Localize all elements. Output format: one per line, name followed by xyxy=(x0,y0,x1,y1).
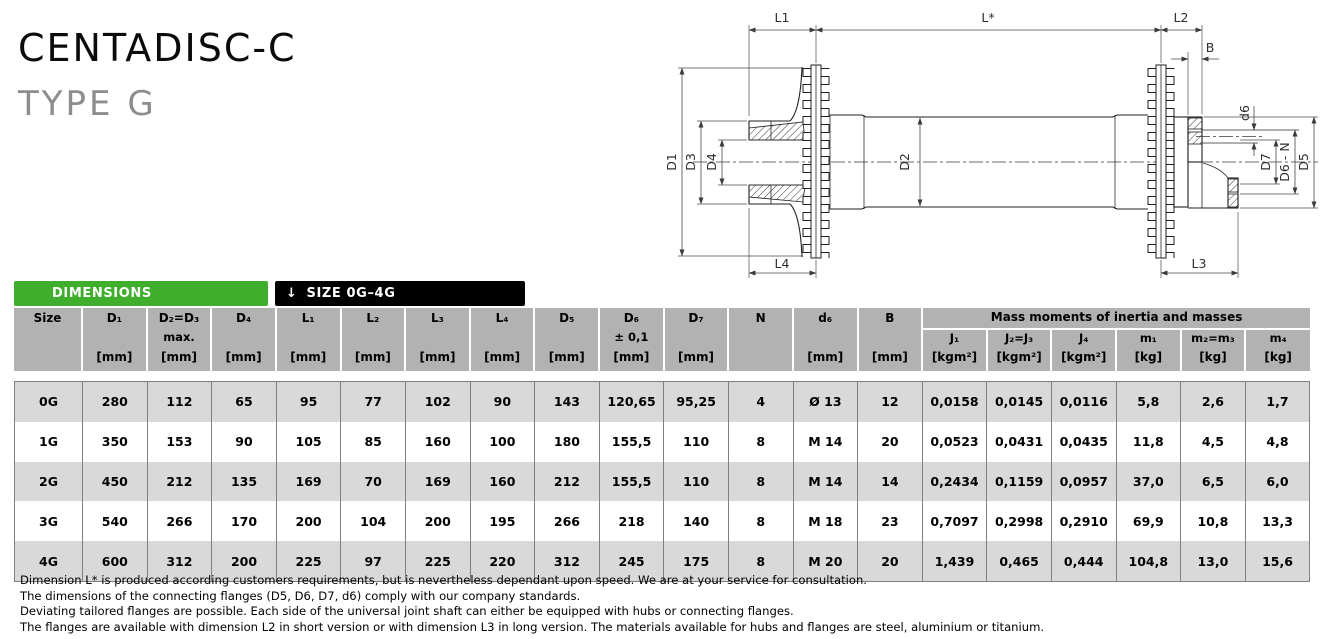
col-header-d6: D₆ xyxy=(599,308,664,329)
table-cell: 0,0523 xyxy=(922,422,987,462)
unit-cell: [mm] xyxy=(793,348,858,371)
col-header-d7: D₇ xyxy=(664,308,729,348)
table-cell: 169 xyxy=(405,462,470,502)
table-cell: 160 xyxy=(405,422,470,462)
table-cell: 12 xyxy=(858,382,923,422)
table-cell: 13,3 xyxy=(1245,501,1310,541)
table-cell: 200 xyxy=(212,541,277,581)
table-cell: 10,8 xyxy=(1181,501,1246,541)
table-cell: 0,0431 xyxy=(987,422,1052,462)
table-cell: 170 xyxy=(212,501,277,541)
unit-cell: [kgm²] xyxy=(922,348,987,371)
table-row-2g xyxy=(15,462,1310,502)
unit-cell: [mm] xyxy=(276,348,341,371)
table-cell: 77 xyxy=(341,382,406,422)
col-header-d5: D₅ xyxy=(534,308,599,348)
table-cell: 266 xyxy=(535,501,600,541)
dimensions-badge xyxy=(14,281,268,306)
dim-label-d1: D1 xyxy=(664,153,679,171)
table-cell: 112 xyxy=(147,382,212,422)
unit-cell: [mm] xyxy=(147,348,212,371)
table-cell: 0,7097 xyxy=(922,501,987,541)
col-header-b: B xyxy=(858,308,923,348)
col-header-l1: L₁ xyxy=(276,308,341,348)
table-cell: 266 xyxy=(147,501,212,541)
col-header-l4: L₄ xyxy=(470,308,535,348)
table-cell: 200 xyxy=(405,501,470,541)
unit-cell: [kg] xyxy=(1116,348,1181,371)
table-cell: 1,439 xyxy=(922,541,987,581)
col-header-j1: J₁ xyxy=(922,329,987,348)
group-header-inertia: Mass moments of inertia and masses xyxy=(922,308,1310,329)
row-size: 3G xyxy=(15,501,83,541)
table-cell: 195 xyxy=(470,501,535,541)
page-title: CENTADISC-C xyxy=(18,26,297,70)
size-range-label: SIZE 0G–4G xyxy=(306,286,396,301)
dim-label-d6n: D6 - N xyxy=(1277,142,1292,182)
table-cell: 65 xyxy=(212,382,277,422)
left-disc-pack xyxy=(807,65,825,258)
table-cell: 143 xyxy=(535,382,600,422)
dim-label-d5: D5 xyxy=(1296,153,1311,171)
table-cell: 169 xyxy=(276,462,341,502)
col-header-size: Size xyxy=(14,308,82,371)
table-cell: 20 xyxy=(858,422,923,462)
footnotes xyxy=(20,573,1044,636)
table-cell: 37,0 xyxy=(1116,462,1181,502)
dimensions-table-body xyxy=(14,381,1310,582)
dim-label-lstar: L* xyxy=(981,10,995,25)
table-cell: 15,6 xyxy=(1245,541,1310,581)
col-header-l2: L₂ xyxy=(341,308,406,348)
table-cell: M 14 xyxy=(793,422,858,462)
table-cell: 110 xyxy=(664,422,729,462)
table-cell: 13,0 xyxy=(1181,541,1246,581)
table-cell: 220 xyxy=(470,541,535,581)
table-cell: 0,0435 xyxy=(1051,422,1116,462)
table-cell: 225 xyxy=(276,541,341,581)
col-header-d4: D₄ xyxy=(211,308,276,348)
table-cell: 153 xyxy=(147,422,212,462)
unit-cell: [mm] xyxy=(470,348,535,371)
dimensions-table-header xyxy=(14,308,1310,371)
table-cell: 104 xyxy=(341,501,406,541)
unit-cell: [mm] xyxy=(664,348,729,371)
table-cell: 245 xyxy=(599,541,664,581)
table-cell: 4 xyxy=(728,382,793,422)
row-size: 2G xyxy=(15,462,83,502)
dim-label-l2: L2 xyxy=(1173,10,1189,25)
table-row-3g xyxy=(15,501,1310,541)
dim-label-d4: D4 xyxy=(704,153,719,171)
table-cell: 120,65 xyxy=(599,382,664,422)
table-cell: 90 xyxy=(212,422,277,462)
table-cell: 0,2434 xyxy=(922,462,987,502)
table-cell: 1,7 xyxy=(1245,382,1310,422)
col-header-m2m3: m₂=m₃ xyxy=(1181,329,1246,348)
table-cell: 280 xyxy=(83,382,148,422)
table-cell: 11,8 xyxy=(1116,422,1181,462)
table-cell: 90 xyxy=(470,382,535,422)
unit-cell: [mm] xyxy=(599,348,664,371)
right-disc-pack xyxy=(1152,65,1170,258)
table-row-1g xyxy=(15,422,1310,462)
col-header-j2j3: J₂=J₃ xyxy=(987,329,1052,348)
size-range-badge xyxy=(275,281,525,306)
footnote-line: Deviating tailored flanges are possible. Each side of the universal joint shaft can either be equipped with hubs or connecting flanges. xyxy=(20,604,794,619)
table-cell: M 14 xyxy=(793,462,858,502)
col-header-m1: m₁ xyxy=(1116,329,1181,348)
technical-drawing xyxy=(660,0,1323,285)
table-cell: 69,9 xyxy=(1116,501,1181,541)
table-cell: 6,0 xyxy=(1245,462,1310,502)
table-cell: 6,5 xyxy=(1181,462,1246,502)
unit-cell: [mm] xyxy=(858,348,923,371)
footnote-line: The dimensions of the connecting flanges (D5, D6, D7, d6) comply with our company standards. xyxy=(20,588,581,603)
dimension-lines-right xyxy=(1204,117,1318,208)
table-row-0g xyxy=(15,382,1310,422)
table-cell: 14 xyxy=(858,462,923,502)
dim-label-l3: L3 xyxy=(1191,256,1207,271)
col-header-n: N xyxy=(728,308,793,371)
unit-cell: [mm] xyxy=(211,348,276,371)
table-cell: 5,8 xyxy=(1116,382,1181,422)
row-size: 0G xyxy=(15,382,83,422)
table-cell: 100 xyxy=(470,422,535,462)
table-cell: 105 xyxy=(276,422,341,462)
dim-label-d2: D2 xyxy=(897,153,912,171)
table-cell: 95,25 xyxy=(664,382,729,422)
table-cell: 225 xyxy=(405,541,470,581)
table-cell: 160 xyxy=(470,462,535,502)
table-cell: 212 xyxy=(535,462,600,502)
table-cell: 8 xyxy=(728,422,793,462)
table-cell: 70 xyxy=(341,462,406,502)
table-cell: 85 xyxy=(341,422,406,462)
table-cell: 0,0957 xyxy=(1051,462,1116,502)
table-cell: 155,5 xyxy=(599,422,664,462)
table-cell: 110 xyxy=(664,462,729,502)
unit-cell: [mm] xyxy=(82,348,147,371)
table-cell: 4,8 xyxy=(1245,422,1310,462)
unit-cell: [kg] xyxy=(1181,348,1246,371)
unit-cell: [mm] xyxy=(405,348,470,371)
unit-cell: [kgm²] xyxy=(1051,348,1116,371)
unit-cell: [kg] xyxy=(1245,348,1310,371)
dim-label-b: B xyxy=(1205,40,1215,55)
dim-label-d7: D7 xyxy=(1258,153,1273,171)
table-cell: 450 xyxy=(83,462,148,502)
col-header-j4: J₄ xyxy=(1051,329,1116,348)
table-cell: 218 xyxy=(599,501,664,541)
table-cell: 20 xyxy=(858,541,923,581)
table-cell: 0,465 xyxy=(987,541,1052,581)
table-cell: 600 xyxy=(83,541,148,581)
table-cell: 23 xyxy=(858,501,923,541)
page-subtitle: TYPE G xyxy=(18,84,157,124)
unit-cell: [kgm²] xyxy=(987,348,1052,371)
table-cell: 212 xyxy=(147,462,212,502)
col-subheader-d6-tol: ± 0,1 xyxy=(599,329,664,348)
unit-cell: [mm] xyxy=(341,348,406,371)
table-cell: 0,444 xyxy=(1051,541,1116,581)
table-cell: 2,6 xyxy=(1181,382,1246,422)
table-cell: Ø 13 xyxy=(793,382,858,422)
table-cell: 350 xyxy=(83,422,148,462)
table-cell: 0,2910 xyxy=(1051,501,1116,541)
unit-cell: [mm] xyxy=(534,348,599,371)
table-cell: 155,5 xyxy=(599,462,664,502)
row-size: 4G xyxy=(15,541,83,581)
table-cell: M 20 xyxy=(793,541,858,581)
row-size: 1G xyxy=(15,422,83,462)
table-cell: 0,0145 xyxy=(987,382,1052,422)
dim-label-l1: L1 xyxy=(774,10,790,25)
table-cell: 540 xyxy=(83,501,148,541)
dim-label-l4: L4 xyxy=(774,256,790,271)
table-cell: 104,8 xyxy=(1116,541,1181,581)
col-header-m4: m₄ xyxy=(1245,329,1310,348)
dim-label-d3: D3 xyxy=(683,153,698,171)
dim-label-d6-hole: d6 xyxy=(1237,105,1252,121)
footnote-line: Dimension L* is produced according customers requirements, but is nevertheless dependant upon speed. We are at your service for consultation. xyxy=(20,573,867,587)
col-header-d6-screw: d₆ xyxy=(793,308,858,348)
dimensions-badge-label: DIMENSIONS xyxy=(52,286,152,301)
table-cell: 135 xyxy=(212,462,277,502)
table-cell: 200 xyxy=(276,501,341,541)
table-cell: 4,5 xyxy=(1181,422,1246,462)
col-header-d1: D₁ xyxy=(82,308,147,348)
table-cell: 180 xyxy=(535,422,600,462)
table-cell: 102 xyxy=(405,382,470,422)
table-cell: 312 xyxy=(535,541,600,581)
table-cell: 175 xyxy=(664,541,729,581)
table-cell: 0,0158 xyxy=(922,382,987,422)
table-cell: 312 xyxy=(147,541,212,581)
col-subheader-d2d3-max: max. xyxy=(147,329,212,348)
table-cell: 0,2998 xyxy=(987,501,1052,541)
table-cell: 0,0116 xyxy=(1051,382,1116,422)
table-cell: 140 xyxy=(664,501,729,541)
table-cell: 0,1159 xyxy=(987,462,1052,502)
table-cell: M 18 xyxy=(793,501,858,541)
table-cell: 95 xyxy=(276,382,341,422)
down-arrow-icon: ↓ xyxy=(286,286,298,301)
footnote-line: The flanges are available with dimension L2 in short version or with dimension L3 in long version. The materials available for hubs and flanges are steel, aluminium or titanium. xyxy=(20,620,1045,635)
col-header-l3: L₃ xyxy=(405,308,470,348)
table-cell: 8 xyxy=(728,462,793,502)
table-cell: 8 xyxy=(728,541,793,581)
col-header-d2d3: D₂=D₃ xyxy=(147,308,212,329)
table-cell: 97 xyxy=(341,541,406,581)
table-cell: 8 xyxy=(728,501,793,541)
